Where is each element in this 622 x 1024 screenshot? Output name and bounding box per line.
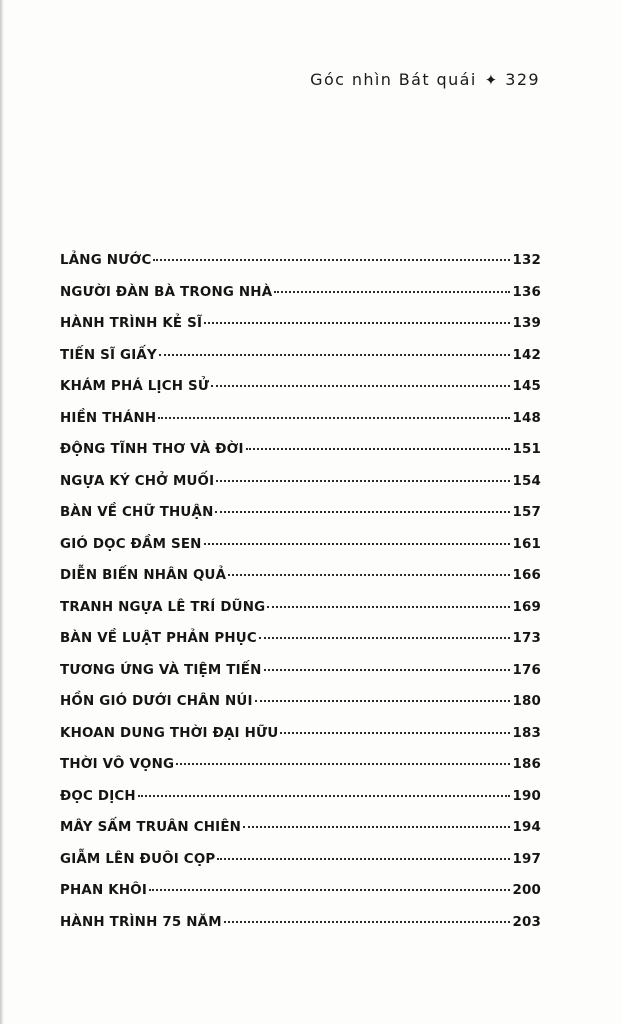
page-gutter-shadow [0,0,4,1024]
toc-entry-title: BÀN VỀ CHỮ THUẬN [60,505,214,520]
toc-entry-title: NGỰA KÝ CHỞ MUỐI [60,473,215,489]
toc-entry-title: GIÓ DỌC ĐẦM SEN [60,536,202,552]
toc-entry [60,442,541,474]
toc-entry-title: THỜI VÔ VỌNG [60,757,175,772]
book-title: Góc nhìn Bát quái [310,70,477,89]
toc-dot-leader [228,574,510,576]
toc-entry [60,253,541,285]
toc-entry-title: HỒN GIÓ DƯỚI CHÂN NÚI [60,694,253,709]
toc-entry-page: 151 [512,442,541,457]
toc-entry-title: ĐỘNG TĨNH THƠ VÀ ĐỜI [60,442,244,457]
toc-entry [60,411,541,443]
toc-entry-page: 183 [512,725,541,741]
toc-entry-title: HÀNH TRÌNH KẺ SĨ [60,316,203,331]
toc-entry [60,757,541,789]
toc-entry-title: KHOAN DUNG THỜI ĐẠI HỮU [60,725,279,741]
toc-entry [60,379,541,411]
toc-entry-page: 176 [512,662,541,678]
running-header [310,70,540,89]
toc-entry-page: 148 [512,410,541,426]
toc-entry-title: KHÁM PHÁ LỊCH SỬ [60,379,210,394]
toc-dot-leader [264,669,511,671]
toc-dot-leader [215,511,510,513]
toc-entry [60,915,541,947]
toc-dot-leader [204,543,511,545]
toc-entry-title: GIẪM LÊN ĐUÔI CỌP [60,851,216,867]
toc-entry-page: 161 [512,536,541,552]
toc-entry-page: 180 [512,694,541,709]
toc-dot-leader [159,354,511,356]
toc-entry [60,474,541,506]
toc-entry-page: 190 [512,788,541,804]
toc-entry-title: MÂY SẤM TRUÂN CHIÊN [60,820,242,835]
toc-entry [60,663,541,695]
toc-entry-title: LẢNG NƯỚC [60,253,152,268]
toc-entry [60,537,541,569]
toc-entry-title: TRANH NGỰA LÊ TRÍ DŨNG [60,599,266,615]
toc-entry-page: 203 [512,914,541,930]
toc-entry-title: ĐỌC DỊCH [60,788,136,804]
toc-dot-leader [216,480,510,482]
toc-entry-page: 157 [512,505,541,520]
toc-dot-leader [246,448,511,450]
toc-entry [60,789,541,821]
toc-dot-leader [149,889,510,891]
toc-entry-title: NGƯỜI ĐÀN BÀ TRONG NHÀ [60,284,273,300]
toc-dot-leader [267,606,510,608]
toc-entry [60,726,541,758]
toc-entry-title: PHAN KHÔI [60,883,148,898]
toc-dot-leader [138,795,511,797]
toc-entry-title: BÀN VỀ LUẬT PHẢN PHỤC [60,631,257,646]
toc-entry [60,348,541,380]
toc-entry [60,883,541,915]
toc-entry-page: 166 [512,568,541,583]
toc-entry-page: 186 [512,757,541,772]
toc-dot-leader [255,700,511,702]
toc-entry [60,316,541,348]
toc-dot-leader [280,732,510,734]
toc-entry-page: 169 [512,599,541,615]
toc-dot-leader [176,763,510,765]
toc-entry-page: 145 [512,379,541,394]
toc-entry-page: 154 [512,473,541,489]
toc-entry-page: 139 [512,316,541,331]
toc-entry-page: 173 [512,631,541,646]
diamond-icon: ✦ [484,70,498,89]
toc-entry [60,505,541,537]
toc-entry-title: TƯƠNG ỨNG VÀ TIỆM TIẾN [60,662,262,678]
toc-dot-leader [243,826,510,828]
toc-dot-leader [153,259,510,261]
toc-entry-page: 200 [512,883,541,898]
toc-dot-leader [204,322,510,324]
page-number: 329 [505,70,540,89]
toc-entry-title: DIỄN BIẾN NHÂN QUẢ [60,568,227,583]
toc-entry-title: TIẾN SĨ GIẤY [60,347,157,363]
toc-dot-leader [158,417,510,419]
toc-dot-leader [274,291,510,293]
toc-entry-page: 197 [512,851,541,867]
table-of-contents [60,253,541,946]
toc-entry [60,568,541,600]
toc-dot-leader [224,921,511,923]
toc-entry-title: HIỀN THÁNH [60,410,157,426]
toc-entry [60,600,541,632]
toc-entry-page: 194 [512,820,541,835]
toc-entry-page: 132 [512,253,541,268]
toc-entry [60,820,541,852]
toc-dot-leader [211,385,510,387]
toc-entry [60,285,541,317]
toc-entry-title: HÀNH TRÌNH 75 NĂM [60,914,222,930]
toc-dot-leader [217,858,510,860]
toc-entry-page: 142 [512,347,541,363]
toc-entry [60,631,541,663]
toc-entry-page: 136 [512,284,541,300]
toc-dot-leader [259,637,511,639]
toc-entry [60,694,541,726]
toc-entry [60,852,541,884]
